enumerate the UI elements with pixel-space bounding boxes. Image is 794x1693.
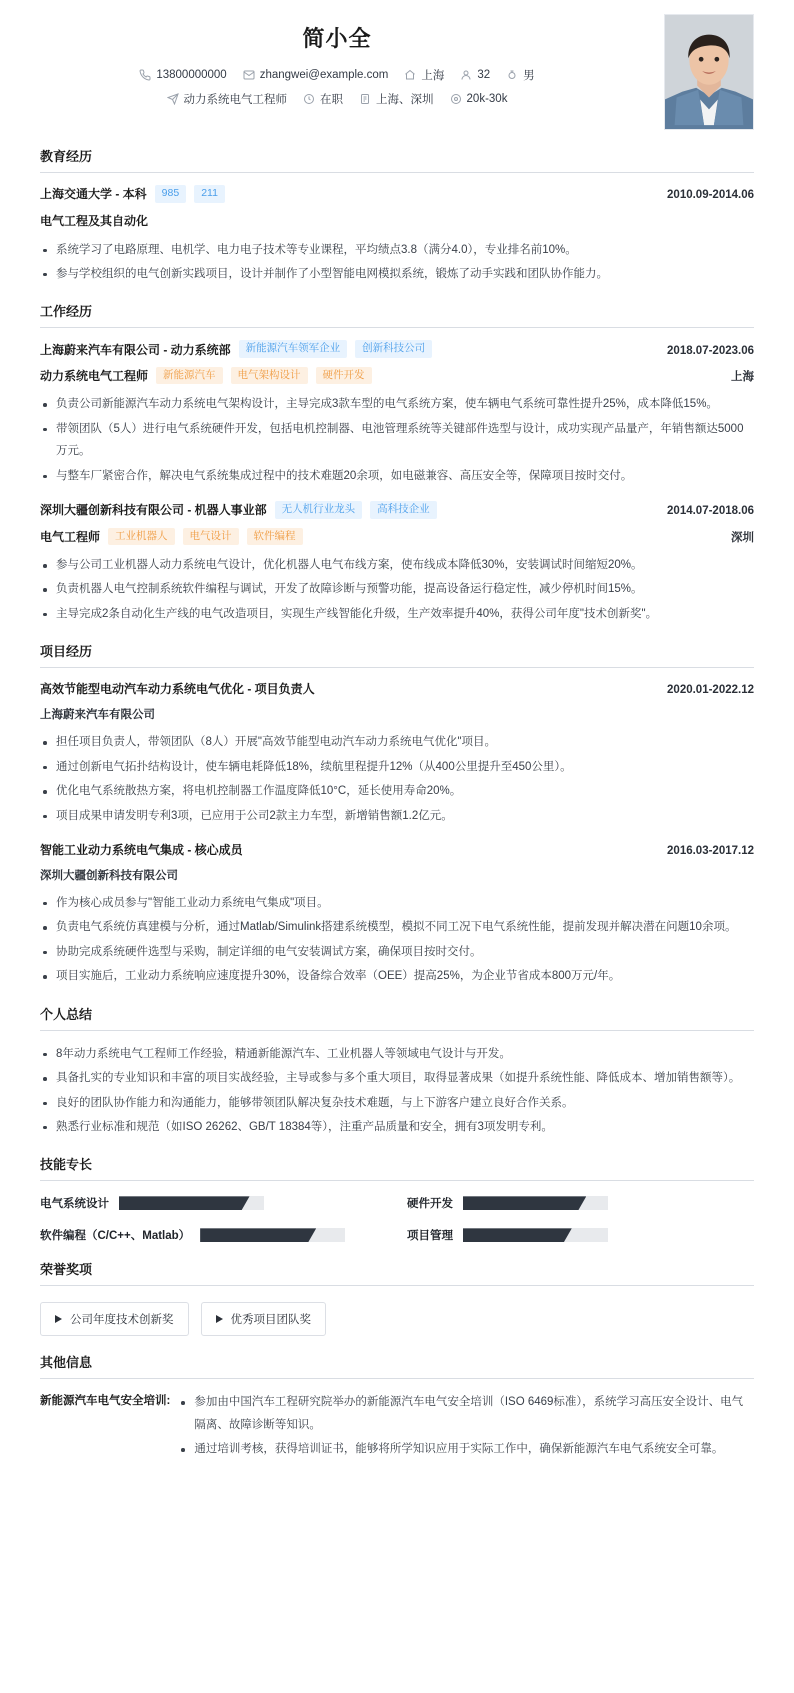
- work-role: 动力系统电气工程师: [40, 369, 149, 384]
- education-entries: [40, 185, 754, 285]
- section-skills: [0, 1154, 794, 1243]
- sections.work.entries.0-bullets: [40, 393, 754, 487]
- bullet-item: 带领团队（5人）进行电气系统硬件开发，包括电机控制器、电池管理系统等关键部件选型与设计，成功实现产品量产，年销售额达5000万元。: [40, 418, 754, 463]
- user-icon: [460, 69, 472, 81]
- project-date: 2016.03-2017.12: [667, 844, 754, 857]
- summary-bullets: [40, 1043, 754, 1139]
- work-date: 2014.07-2018.06: [667, 505, 754, 518]
- skill-bar: [463, 1196, 608, 1210]
- salary-icon: [450, 93, 462, 105]
- sections.education.entries.0-bullets: [40, 239, 754, 286]
- skill-bar-fill: [463, 1196, 586, 1210]
- bullet-item: 与整车厂紧密合作，解决电气系统集成过程中的技术难题20余项，如电磁兼容、高压安全等，保障项目按时交付。: [40, 465, 754, 487]
- education-date: 2010.09-2014.06: [667, 189, 754, 202]
- location-icon: [359, 93, 371, 105]
- skill-row: [40, 1227, 387, 1243]
- work-entries: [40, 340, 754, 625]
- section-title-projects: 项目经历: [40, 641, 754, 668]
- target-icon: [167, 93, 179, 105]
- work-company-tag: 创新科技公司: [355, 340, 432, 358]
- work-date: 2018.07-2023.06: [667, 344, 754, 357]
- skill-bar-fill: [200, 1228, 316, 1242]
- bullet-item: 参与公司工业机器人动力系统电气设计，优化机器人电气布线方案，使布线成本降低30%，安装调试时间缩短20%。: [40, 554, 754, 576]
- award-chip[interactable]: [201, 1302, 327, 1336]
- work-company-group: [40, 340, 432, 358]
- work-company-line: [40, 501, 754, 519]
- work-company-tag: 无人机行业龙头: [275, 501, 363, 519]
- education-major: 电气工程及其自动化: [40, 213, 149, 228]
- work-role-tag: 软件编程: [247, 528, 303, 546]
- contact-phone: [139, 69, 226, 81]
- bullet-item: 项目实施后，工业动力系统响应速度提升30%，设备综合效率（OEE）提高25%，为企业节省成本800万元/年。: [40, 965, 754, 987]
- bullet-item: 通过创新电气拓扑结构设计，使车辆电耗降低18%，续航里程提升12%（从400公里提升至450公里）。: [40, 756, 754, 778]
- skill-bar: [463, 1228, 608, 1242]
- bullet-item: 系统学习了电路原理、电机学、电力电子技术等专业课程，平均绩点3.8（满分4.0），专业排名前10%。: [40, 239, 754, 261]
- section-work: [0, 301, 794, 625]
- work-role-group: [40, 367, 372, 385]
- contact-gender-text: 男: [523, 70, 535, 82]
- work-entry: [40, 340, 754, 487]
- home-icon: [404, 69, 416, 81]
- skill-label: 硬件开发: [407, 1198, 453, 1211]
- work-role-tag: 新能源汽车: [156, 367, 223, 385]
- education-school-group: [40, 185, 225, 203]
- project-entry: [40, 680, 754, 827]
- section-title-education: 教育经历: [40, 146, 754, 173]
- contact-phone-text: 13800000000: [156, 69, 227, 81]
- section-education: [0, 146, 794, 285]
- skills-grid: [40, 1193, 754, 1243]
- contact-preferred-cities-text: 上海、深圳: [376, 94, 434, 106]
- skill-row: [40, 1195, 387, 1211]
- profile-photo: [664, 14, 754, 130]
- sections.projects.entries.1-bullets: [40, 892, 754, 988]
- other-info-label: 新能源汽车电气安全培训:: [40, 1395, 171, 1408]
- contact-job-status-text: 在职: [320, 94, 344, 106]
- project-entries: [40, 680, 754, 987]
- work-role-line: [40, 367, 754, 385]
- work-role-tag: 电气架构设计: [231, 367, 308, 385]
- bullet-item: 主导完成2条自动化生产线的电气改造项目，实现生产线智能化升级，生产效率提升40%，获得公司年度"技术创新奖"。: [40, 603, 754, 625]
- contact-target-position: [167, 91, 288, 107]
- education-entry: [40, 185, 754, 285]
- awards-row: [40, 1298, 754, 1336]
- bullet-item: 协助完成系统硬件选型与采购，制定详细的电气安装调试方案，确保项目按时交付。: [40, 941, 754, 963]
- section-awards: [0, 1259, 794, 1336]
- bullet-item: 负责机器人电气控制系统软件编程与调试，开发了故障诊断与预警功能，提高设备运行稳定性，减少停机时间15%。: [40, 578, 754, 600]
- section-summary: [0, 1004, 794, 1139]
- skill-label: 电气系统设计: [40, 1198, 109, 1211]
- work-role-tag: 工业机器人: [108, 528, 175, 546]
- project-name: 高效节能型电动汽车动力系统电气优化 - 项目负责人: [40, 682, 315, 697]
- work-location: 上海: [731, 371, 754, 384]
- project-header-line: [40, 680, 754, 697]
- contact-gender: [506, 67, 535, 83]
- project-date: 2020.01-2022.12: [667, 684, 754, 697]
- skill-label: 项目管理: [407, 1230, 453, 1243]
- education-tag: 211: [194, 185, 225, 203]
- section-projects: [0, 641, 794, 987]
- mail-icon: [243, 69, 255, 81]
- status-icon: [303, 93, 315, 105]
- skill-label: 软件编程（C/C++、Matlab）: [40, 1230, 191, 1243]
- summary-bullet: 熟悉行业标准和规范（如ISO 26262、GB/T 18384等），注重产品质量和安全，拥有3项发明专利。: [40, 1116, 754, 1138]
- project-company: 上海蔚来汽车有限公司: [40, 709, 155, 722]
- skill-row: [407, 1227, 754, 1243]
- contact-email: [243, 69, 389, 81]
- summary-bullet: 8年动力系统电气工程师工作经验，精通新能源汽车、工业机器人等领域电气设计与开发。: [40, 1043, 754, 1065]
- contact-age-text: 32: [477, 69, 491, 81]
- bullet-item: 项目成果申请发明专利3项，已应用于公司2款主力车型，新增销售额1.2亿元。: [40, 805, 754, 827]
- resume-header: [0, 0, 794, 130]
- project-name-group: [40, 680, 315, 697]
- skill-row: [407, 1195, 754, 1211]
- bullet-item: 通过培训考核，获得培训证书，能够将所学知识应用于实际工作中，确保新能源汽车电气系统安全可靠。: [176, 1438, 754, 1460]
- summary-bullet: 具备扎实的专业知识和丰富的项目实战经验，主导或参与多个重大项目，取得显著成果（如提升系统性能、降低成本、增加销售额等）。: [40, 1067, 754, 1089]
- work-company-tag: 高科技企业: [370, 501, 437, 519]
- bullet-item: 作为核心成员参与"智能工业动力系统电气集成"项目。: [40, 892, 754, 914]
- education-tag: 985: [155, 185, 187, 203]
- project-name-group: [40, 841, 243, 858]
- phone-icon: [139, 69, 151, 81]
- work-role-tag: 电气设计: [183, 528, 239, 546]
- summary-bullet: 良好的团队协作能力和沟通能力，能够带领团队解决复杂技术难题，与上下游客户建立良好合作关系。: [40, 1092, 754, 1114]
- award-chip[interactable]: [40, 1302, 189, 1336]
- contact-job-status: [303, 91, 343, 107]
- bullet-item: 负责公司新能源汽车动力系统电气架构设计，主导完成3款车型的电气系统方案，使车辆电气系统可靠性提升25%，成本降低15%。: [40, 393, 754, 415]
- skill-bar-fill: [119, 1196, 250, 1210]
- contact-city: [404, 67, 444, 83]
- other-info-item: [40, 1391, 754, 1462]
- sections.other.items.0-bullets: [176, 1391, 754, 1460]
- section-title-skills: 技能专长: [40, 1154, 754, 1181]
- contact-preferred-cities: [359, 91, 434, 107]
- section-title-other: 其他信息: [40, 1352, 754, 1379]
- sections.work.entries.1-bullets: [40, 554, 754, 625]
- bullet-item: 担任项目负责人，带领团队（8人）开展"高效节能型电动汽车动力系统电气优化"项目。: [40, 731, 754, 753]
- education-header-line: [40, 185, 754, 203]
- work-company: 深圳大疆创新科技有限公司 - 机器人事业部: [40, 503, 267, 518]
- education-school: 上海交通大学 - 本科: [40, 187, 147, 202]
- work-role: 电气工程师: [40, 529, 101, 544]
- section-title-work: 工作经历: [40, 301, 754, 328]
- contact-email-text: zhangwei@example.com: [259, 69, 389, 81]
- work-company-line: [40, 340, 754, 358]
- contact-age: [460, 69, 490, 81]
- contact-row-secondary: [40, 91, 754, 107]
- sections.projects.entries.0-bullets: [40, 731, 754, 827]
- project-entry: [40, 841, 754, 988]
- work-company-tag: 新能源汽车领军企业: [239, 340, 348, 358]
- contact-row-primary: [40, 67, 754, 83]
- skill-bar-fill: [463, 1228, 572, 1242]
- work-company-group: [40, 501, 437, 519]
- candidate-name: 简小全: [302, 26, 372, 51]
- skill-bar: [200, 1228, 345, 1242]
- section-title-summary: 个人总结: [40, 1004, 754, 1031]
- play-triangle-icon: [55, 1315, 62, 1323]
- project-header-line: [40, 841, 754, 858]
- project-company: 深圳大疆创新科技有限公司: [40, 869, 178, 882]
- section-other: [0, 1352, 794, 1462]
- contact-city-text: 上海: [421, 70, 445, 82]
- contact-salary-text: 20k-30k: [466, 93, 508, 105]
- project-name: 智能工业动力系统电气集成 - 核心成员: [40, 842, 243, 857]
- other-info-body: [176, 1391, 754, 1462]
- work-location: 深圳: [731, 531, 754, 544]
- contact-target-position-text: 动力系统电气工程师: [183, 94, 288, 106]
- work-role-group: [40, 528, 303, 546]
- work-entry: [40, 501, 754, 625]
- other-items: [40, 1391, 754, 1462]
- work-company: 上海蔚来汽车有限公司 - 动力系统部: [40, 342, 231, 357]
- award-label: 公司年度技术创新奖: [70, 1314, 174, 1327]
- bullet-item: 参加由中国汽车工程研究院举办的新能源汽车电气安全培训（ISO 6469标准），系统学习高压安全设计、电气隔离、故障诊断等知识。: [176, 1391, 754, 1436]
- contact-salary: [450, 93, 508, 105]
- skill-bar: [119, 1196, 264, 1210]
- award-label: 优秀项目团队奖: [230, 1314, 311, 1327]
- section-title-awards: 荣誉奖项: [40, 1259, 754, 1286]
- work-role-tag: 硬件开发: [316, 367, 372, 385]
- play-triangle-icon: [216, 1315, 223, 1323]
- bullet-item: 负责电气系统仿真建模与分析，通过Matlab/Simulink搭建系统模型，模拟不同工况下电气系统性能，提前发现并解决潜在问题10余项。: [40, 916, 754, 938]
- bullet-item: 参与学校组织的电气创新实践项目，设计并制作了小型智能电网模拟系统，锻炼了动手实践和团队协作能力。: [40, 263, 754, 285]
- gender-icon: [506, 69, 518, 81]
- work-role-line: [40, 528, 754, 546]
- bullet-item: 优化电气系统散热方案，将电机控制器工作温度降低10°C，延长使用寿命20%。: [40, 780, 754, 802]
